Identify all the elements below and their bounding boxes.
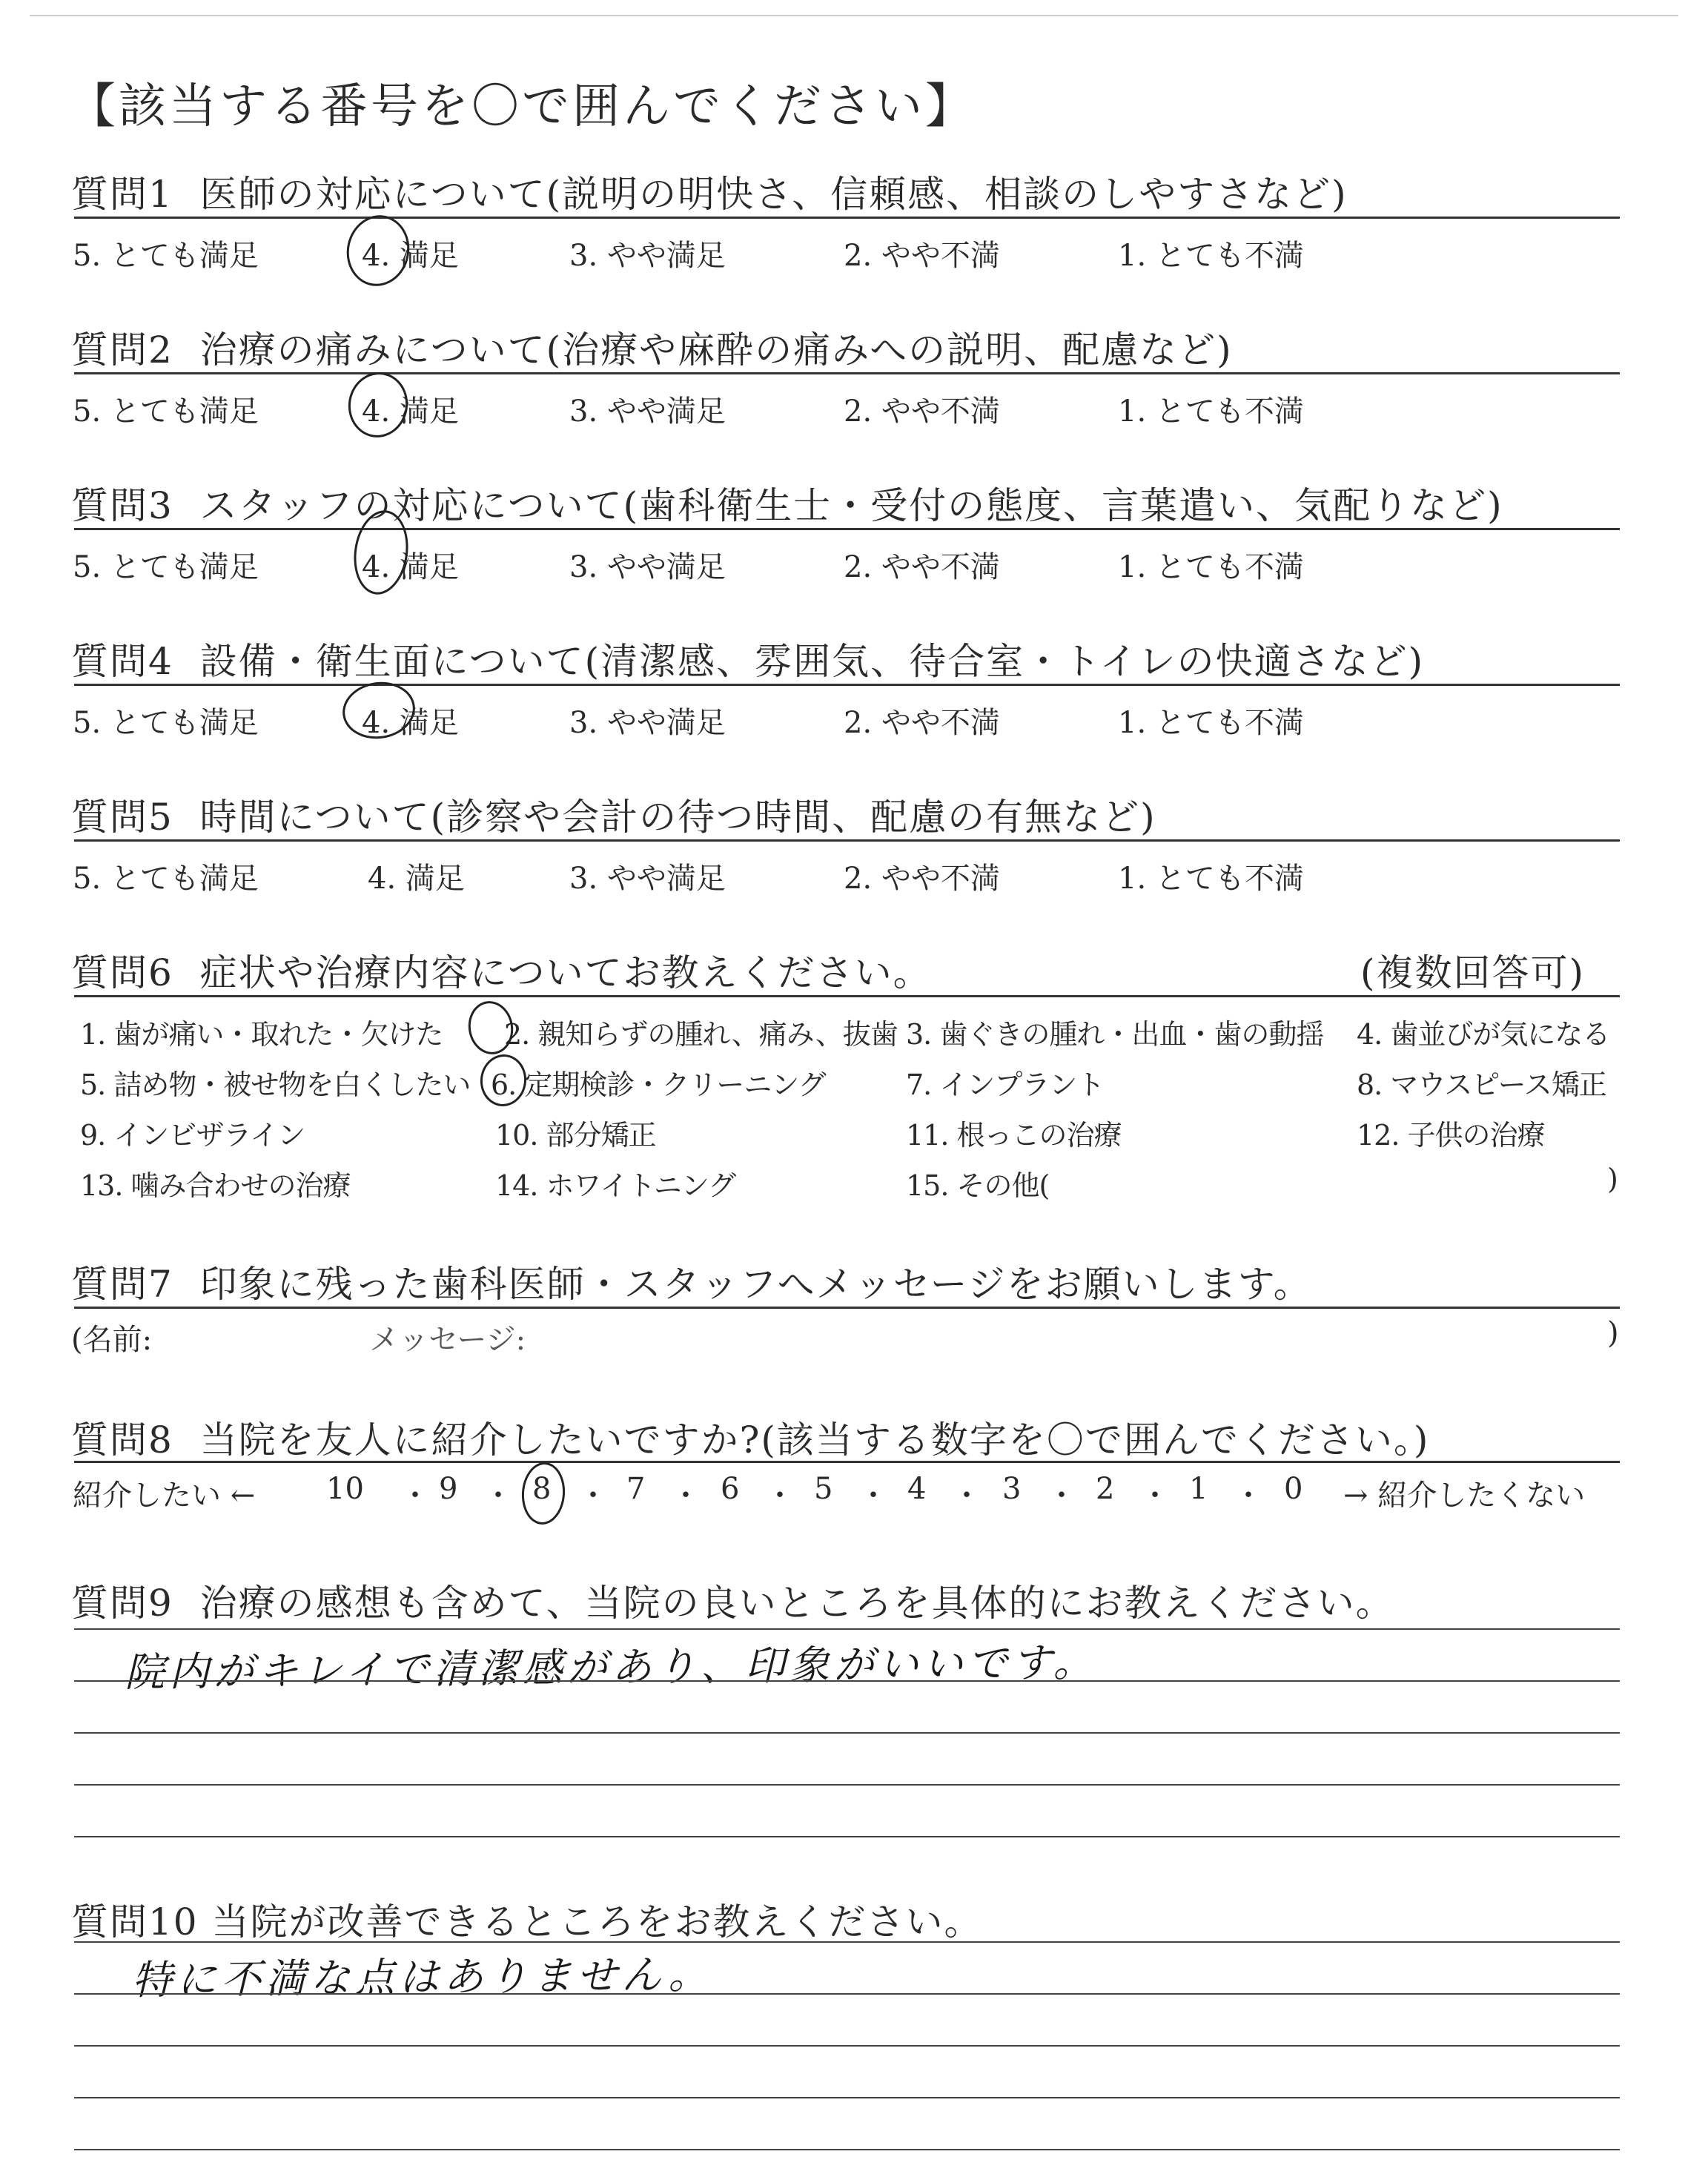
q1-option-1[interactable]: 1. とても不満	[1118, 239, 1304, 273]
q10-heading	[71, 1892, 983, 1946]
q6-option-15[interactable]: 15. その他(	[906, 1169, 1050, 1202]
q2-option-1[interactable]: 1. とても不満	[1118, 394, 1304, 429]
q8-scale-sep: ・	[400, 1479, 430, 1513]
q6-note: (複数回答可)	[1360, 951, 1586, 994]
q2-option-3[interactable]: 3. やや満足	[569, 394, 726, 429]
q8-scale-sep: ・	[671, 1479, 701, 1513]
q7-name-label: (名前:	[71, 1323, 153, 1357]
q5-heading	[71, 787, 1156, 841]
q5-option-3[interactable]: 3. やや満足	[569, 862, 726, 896]
q10-text: 当院が改善できるところをお教えください。	[211, 1900, 983, 1943]
q3-option-3[interactable]: 3. やや満足	[569, 550, 726, 584]
q8-scale-7[interactable]: 7	[626, 1472, 646, 1506]
q1-label: 質問1	[71, 173, 173, 216]
q2-label: 質問2	[71, 328, 173, 371]
q8-scale-sep: ・	[1140, 1479, 1170, 1513]
q9-rule-3	[74, 1732, 1620, 1734]
q4-option-5[interactable]: 5. とても満足	[73, 706, 259, 740]
q10-rule-4	[74, 2097, 1620, 2098]
q4-rule	[74, 684, 1620, 686]
q2-option-4[interactable]: 4. 満足	[362, 394, 459, 429]
q8-left-label: 紹介したい ←	[73, 1479, 256, 1513]
q3-rule	[74, 528, 1620, 530]
q8-scale-sep: ・	[1047, 1479, 1076, 1513]
q3-heading	[71, 476, 1503, 529]
q8-scale-sep: ・	[578, 1479, 608, 1513]
q8-scale-6[interactable]: 6	[721, 1472, 740, 1506]
q6-option-11[interactable]: 11. 根っこの治療	[906, 1119, 1122, 1152]
q7-close-paren: )	[1607, 1316, 1619, 1350]
q1-option-2[interactable]: 2. やや不満	[844, 239, 1000, 273]
q9-handwritten-answer: 院内がキレイで清潔感があり、印象がいいです。	[124, 1639, 1098, 1696]
q6-option-14[interactable]: 14. ホワイトニング	[495, 1169, 736, 1202]
q6-label: 質問6	[71, 951, 173, 994]
q8-scale-4[interactable]: 4	[907, 1472, 927, 1506]
q4-option-2[interactable]: 2. やや不満	[844, 706, 1000, 740]
q9-rule-4	[74, 1784, 1620, 1786]
q2-option-2[interactable]: 2. やや不満	[844, 394, 1000, 429]
q6-option-2[interactable]: 2. 親知らずの腫れ、痛み、抜歯	[504, 1018, 898, 1051]
q8-scale-2[interactable]: 2	[1096, 1472, 1115, 1506]
q8-scale-sep: ・	[765, 1479, 795, 1513]
q8-scale-sep: ・	[1234, 1479, 1263, 1513]
q6-option-6[interactable]: 6. 定期検診・クリーニング	[491, 1069, 826, 1101]
q3-label: 質問3	[71, 484, 173, 527]
q8-scale-sep: ・	[952, 1479, 982, 1513]
q8-text: 当院を友人に紹介したいですか?(該当する数字を〇で囲んでください。)	[199, 1418, 1430, 1462]
q6-option-5[interactable]: 5. 詰め物・被せ物を白くしたい	[80, 1069, 471, 1101]
q1-text: 医師の対応について(説明の明快さ、信頼感、相談のしやすさなど)	[199, 173, 1348, 216]
q10-rule-2	[74, 1993, 1620, 1995]
q1-option-4[interactable]: 4. 満足	[362, 239, 459, 273]
q10-handwritten-answer: 特に不満な点はありません。	[131, 1950, 713, 2004]
q6-option-10[interactable]: 10. 部分矯正	[495, 1119, 656, 1152]
q2-answer-circle	[343, 368, 413, 443]
q9-rule-1	[74, 1628, 1620, 1630]
q3-option-1[interactable]: 1. とても不満	[1118, 550, 1304, 584]
q5-option-2[interactable]: 2. やや不満	[844, 862, 1000, 896]
q8-scale-9[interactable]: 9	[439, 1472, 458, 1506]
q7-label: 質問7	[71, 1263, 173, 1306]
q2-option-5[interactable]: 5. とても満足	[73, 394, 259, 429]
q4-option-3[interactable]: 3. やや満足	[569, 706, 726, 740]
q9-rule-2	[74, 1680, 1620, 1682]
q3-option-4[interactable]: 4. 満足	[362, 550, 459, 584]
q8-scale-10[interactable]: 10	[326, 1472, 364, 1506]
q6-other-close: )	[1607, 1163, 1618, 1195]
q8-scale-0[interactable]: 0	[1284, 1472, 1303, 1506]
q4-option-4[interactable]: 4. 満足	[362, 706, 459, 740]
q8-scale-1[interactable]: 1	[1189, 1472, 1208, 1506]
q6-option-12[interactable]: 12. 子供の治療	[1357, 1119, 1545, 1152]
q9-text: 治療の感想も含めて、当院の良いところを具体的にお教えください。	[199, 1582, 1394, 1625]
q8-scale-8[interactable]: 8	[532, 1472, 552, 1506]
q8-right-label: → 紹介したくない	[1343, 1479, 1586, 1513]
q6-option-3[interactable]: 3. 歯ぐきの腫れ・出血・歯の動揺	[906, 1018, 1324, 1051]
q6-option-1[interactable]: 1. 歯が痛い・取れた・欠けた	[80, 1018, 443, 1051]
q5-rule	[74, 839, 1620, 842]
q8-heading	[71, 1410, 1429, 1464]
q6-rule	[74, 995, 1620, 997]
q8-scale-sep: ・	[858, 1479, 888, 1513]
q1-heading	[71, 165, 1348, 218]
q2-heading	[71, 320, 1233, 374]
q8-label: 質問8	[71, 1418, 173, 1462]
q7-message-label: メッセージ:	[369, 1323, 526, 1357]
q7-text: 印象に残った歯科医師・スタッフへメッセージをお願いします。	[199, 1263, 1312, 1306]
q3-text: スタッフの対応について(歯科衛生士・受付の態度、言葉遣い、気配りなど)	[199, 484, 1503, 527]
q6-option-13[interactable]: 13. 噛み合わせの治療	[80, 1169, 351, 1202]
q5-option-4[interactable]: 4. 満足	[368, 862, 465, 896]
q8-answer-circle	[520, 1461, 567, 1526]
q6-text: 症状や治療内容についてお教えください。	[199, 951, 932, 994]
q10-rule-5	[74, 2149, 1620, 2150]
q5-label: 質問5	[71, 796, 173, 839]
q6-option-4[interactable]: 4. 歯並びが気になる	[1357, 1018, 1610, 1051]
q1-option-5[interactable]: 5. とても満足	[73, 239, 259, 273]
q4-label: 質問4	[71, 640, 173, 683]
q6-option-8[interactable]: 8. マウスピース矯正	[1357, 1069, 1606, 1101]
q2-text: 治療の痛みについて(治療や麻酔の痛みへの説明、配慮など)	[199, 328, 1233, 371]
q6-option-7[interactable]: 7. インプラント	[906, 1069, 1105, 1101]
q1-answer-circle	[340, 209, 416, 291]
q7-heading	[71, 1255, 1312, 1308]
q4-option-1[interactable]: 1. とても不満	[1118, 706, 1304, 740]
q2-rule	[74, 372, 1620, 374]
q8-scale-sep: ・	[483, 1479, 513, 1513]
q6-option-9[interactable]: 9. インビザライン	[80, 1119, 305, 1152]
q4-heading	[71, 632, 1424, 685]
q10-rule-3	[74, 2045, 1620, 2047]
q9-heading	[71, 1573, 1394, 1627]
q9-rule-5	[74, 1836, 1620, 1837]
q8-scale-3[interactable]: 3	[1002, 1472, 1022, 1506]
q8-scale-5[interactable]: 5	[814, 1472, 833, 1506]
q5-text: 時間について(診察や会計の待つ時間、配慮の有無など)	[199, 796, 1156, 839]
q8-rule	[74, 1461, 1620, 1463]
q10-rule-1	[74, 1941, 1620, 1943]
q3-option-2[interactable]: 2. やや不満	[844, 550, 1000, 584]
q5-option-1[interactable]: 1. とても不満	[1118, 862, 1304, 896]
top-border	[30, 15, 1678, 16]
q1-option-3[interactable]: 3. やや満足	[569, 239, 726, 273]
q3-option-5[interactable]: 5. とても満足	[73, 550, 259, 584]
q7-rule	[74, 1307, 1620, 1309]
q5-option-5[interactable]: 5. とても満足	[73, 862, 259, 896]
q4-text: 設備・衛生面について(清潔感、雰囲気、待合室・トイレの快適さなど)	[199, 640, 1425, 683]
q10-label: 質問10	[71, 1900, 199, 1943]
q6-heading	[71, 943, 932, 997]
q9-label: 質問9	[71, 1582, 173, 1625]
page-title: 【該当する番号を〇で囲んでください】	[68, 79, 976, 134]
q1-rule	[74, 217, 1620, 219]
